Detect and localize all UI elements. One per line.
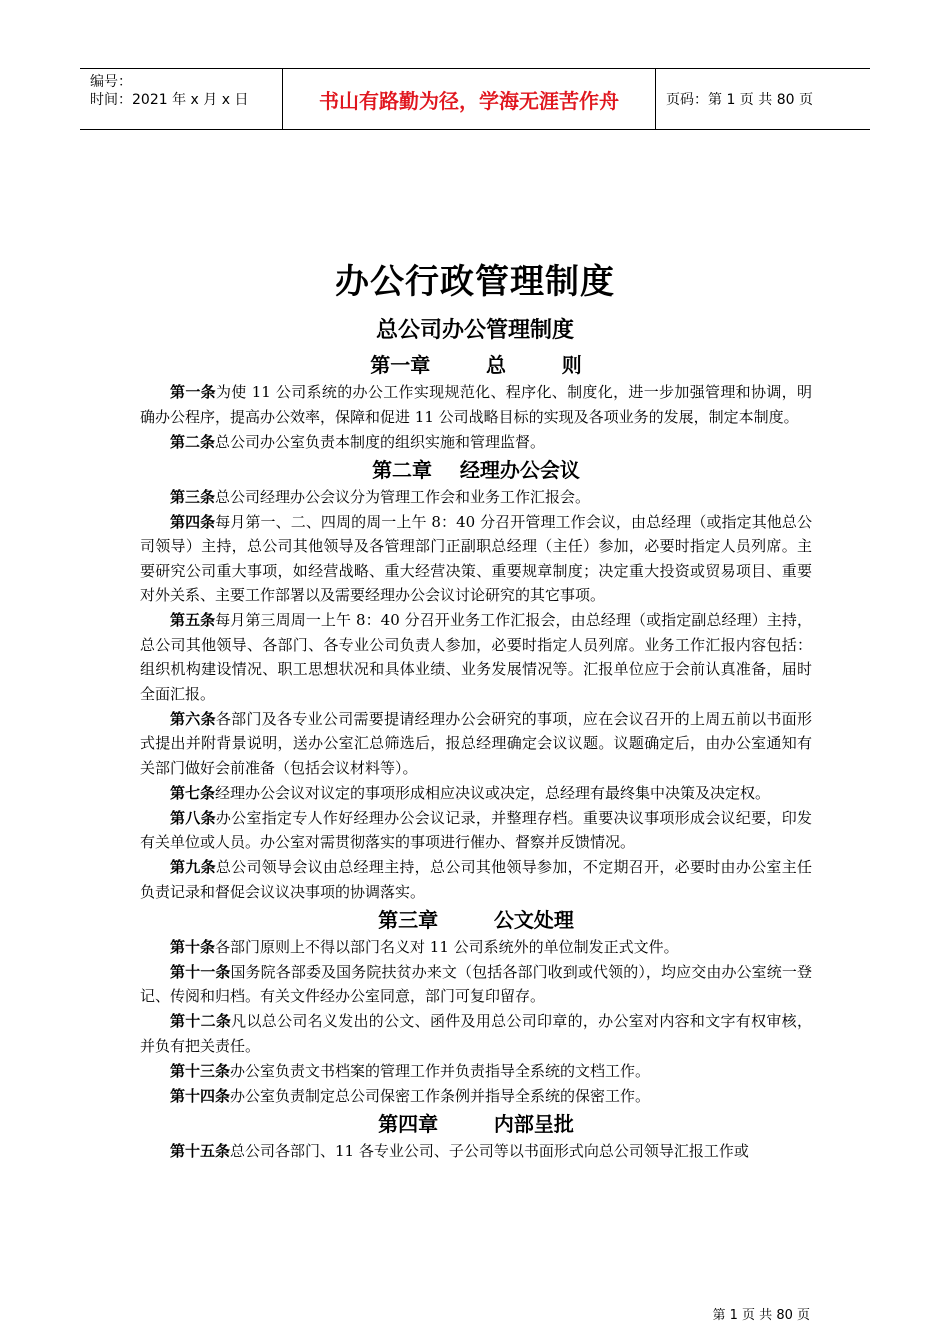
article-text: 凡以总公司名义发出的公文、函件及用总公司印章的，办公室对内容和文字有权审核，并负有把关责任。	[140, 1012, 812, 1055]
article-number: 第二条	[170, 432, 216, 451]
header-motto: 书山有路勤为径，学海无涯苦作舟	[282, 69, 656, 129]
header-page-number: 页码：第 1 页 共 80 页	[666, 92, 813, 108]
article-number: 第十二条	[170, 1012, 232, 1030]
article-text: 办公室负责文书档案的管理工作并负责指导全系统的文档工作。	[230, 1061, 651, 1080]
chapter-heading: 第二章 经理办公会议	[372, 457, 580, 482]
article-paragraph	[140, 806, 812, 855]
header-info	[80, 69, 282, 129]
article-paragraph	[140, 855, 812, 904]
article-number: 第五条	[170, 611, 216, 629]
article-text: 办公室指定专人作好经理办公会议记录，并整理存档。重要决议事项形成会议纪要，印发有关单位或人员。办公室对需贯彻落实的事项进行催办、督察并反馈情况。	[140, 808, 812, 851]
article-paragraph	[140, 1084, 812, 1109]
article-number: 第四条	[170, 512, 216, 531]
article-paragraph	[140, 430, 812, 455]
article-paragraph	[140, 781, 812, 806]
article-number: 第十五条	[170, 1141, 231, 1160]
article-number: 第九条	[170, 858, 216, 876]
article-text: 经理办公会议对议定的事项形成相应决议或决定，总经理有最终集中决策及决定权。	[215, 783, 771, 802]
article-text: 总公司各部门、11 各专业公司、子公司等以书面形式向总公司领导汇报工作或	[230, 1141, 749, 1160]
article-text: 每月第三周周一上午 8：40 分召开业务工作汇报会，由总经理（或指定副总经理）主持，总公司其他领导、各部门、各专业公司负责人参加，必要时指定人员列席。业务工作汇报内容包括：组织机构建设情况、职工思想状况和具体业绩、业务发展情况等。汇报单位应于会前认真准备，届时全面汇报。	[140, 611, 812, 703]
article-text: 各部门及各专业公司需要提请经理办公会研究的事项，应在会议召开的上周五前以书面形式提出并附背景说明，送办公室汇总筛选后，报总经理确定会议议题。议题确定后，由办公室通知有关部门做好会前准备（包括会议材料等）。	[140, 709, 812, 777]
article-paragraph	[140, 510, 812, 608]
article-paragraph	[140, 380, 812, 429]
article-paragraph	[140, 1059, 812, 1084]
chapter-heading: 第四章 内部呈批	[378, 1111, 574, 1136]
article-paragraph	[140, 935, 812, 960]
article-text: 办公室负责制定总公司保密工作条例并指导全系统的保密工作。	[230, 1086, 651, 1105]
chapter-heading: 第三章 公文处理	[378, 907, 574, 932]
article-number: 第一条	[170, 383, 216, 401]
article-text: 总公司经理办公会议分为管理工作会和业务工作汇报会。	[215, 487, 591, 506]
article-paragraph	[140, 485, 812, 510]
article-paragraph	[140, 960, 812, 1009]
article-number: 第八条	[170, 808, 216, 827]
article-number: 第十一条	[170, 962, 231, 981]
document-subtitle: 总公司办公管理制度	[375, 317, 574, 343]
article-number: 第七条	[170, 783, 216, 802]
article-number: 第三条	[170, 487, 216, 506]
article-paragraph	[140, 1009, 812, 1058]
article-number: 第十条	[170, 937, 216, 956]
article-text: 国务院各部委及国务院扶贫办来文（包括各部门收到或代领的），均应交由办公室统一登记、传阅和归档。有关文件经办公室同意，部门可复印留存。	[140, 962, 812, 1005]
page-footer: 第 1 页 共 80 页	[712, 1308, 810, 1323]
document-title: 办公行政管理制度	[335, 262, 615, 302]
document-date-label: 时间：2021 年 x 月 x 日	[90, 92, 249, 108]
article-number: 第十四条	[170, 1086, 231, 1105]
chapter-heading: 第一章 总 则	[370, 353, 582, 377]
document-number-label: 编号：	[90, 74, 132, 90]
article-text: 为使 11 公司系统的办公工作实现规范化、程序化、制度化，进一步加强管理和协调，明确办公程序，提高办公效率，保障和促进 11 公司战略目标的实现及各项业务的发展，制定本制度。	[140, 383, 812, 426]
article-paragraph	[140, 608, 812, 706]
article-number: 第十三条	[170, 1061, 231, 1080]
article-text: 各部门原则上不得以部门名义对 11 公司系统外的单位制发正式文件。	[215, 937, 679, 956]
article-number: 第六条	[170, 709, 216, 728]
article-text: 每月第一、二、四周的周一上午 8：40 分召开管理工作会议，由总经理（或指定其他总公司领导）主持，总公司其他领导及各管理部门正副职总经理（主任）参加，必要时指定人员列席。主要研究公司重大事项，如经营战略、重大经营决策、重要规章制度；决定重大投资或贸易项目、重要对外关系、主要工作部署以及需要经理办公会议讨论研究的其它事项。	[140, 512, 812, 604]
article-paragraph	[140, 1139, 812, 1164]
document-body	[140, 350, 812, 1164]
article-paragraph	[140, 707, 812, 781]
article-text: 总公司办公室负责本制度的组织实施和管理监督。	[215, 432, 546, 451]
page-header	[80, 68, 870, 130]
article-text: 总公司领导会议由总经理主持，总公司其他领导参加，不定期召开，必要时由办公室主任负责记录和督促会议议决事项的协调落实。	[140, 858, 812, 901]
